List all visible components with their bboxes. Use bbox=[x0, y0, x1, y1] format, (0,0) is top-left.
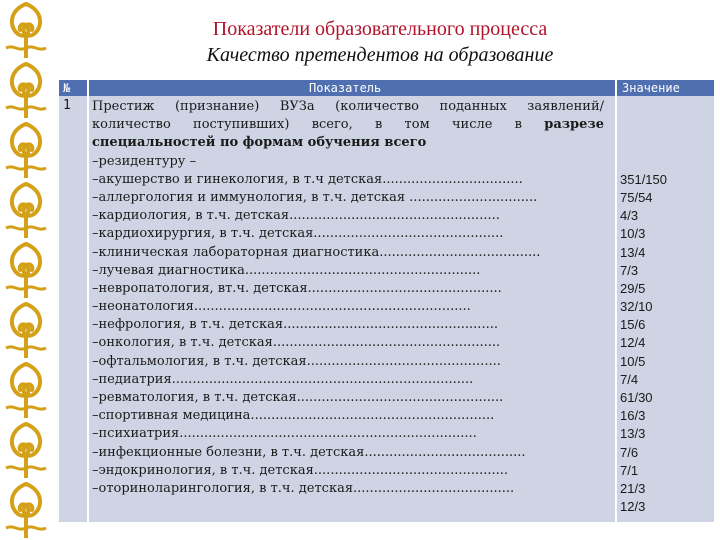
value-item: 16/3 bbox=[620, 408, 646, 424]
row-number: 1 bbox=[63, 98, 71, 113]
value-item: 7/1 bbox=[620, 462, 639, 478]
list-item: –кардиология, в т.ч. детская................................................... bbox=[92, 208, 500, 224]
value-item: 61/30 bbox=[620, 390, 653, 406]
value-cell bbox=[620, 98, 710, 516]
value-item: 351/150 bbox=[620, 171, 667, 187]
list-item: –инфекционные болезни, в т.ч. детская....................................... bbox=[92, 444, 526, 460]
value-item: 13/3 bbox=[620, 426, 646, 442]
page-subtitle: Качество претендентов на образование bbox=[206, 44, 554, 66]
value-item: 12/3 bbox=[620, 499, 646, 515]
page-title: Показатели образовательного процесса bbox=[212, 18, 548, 40]
value-item: 4/3 bbox=[620, 208, 639, 224]
intro-bold-text: разрезе специальностей по формам обучения всего bbox=[92, 117, 604, 151]
list-item: –акушерство и гинекология, в т.ч детская.................................. bbox=[92, 171, 523, 187]
list-item: –кардиохирургия, в т.ч. детская.............................................. bbox=[92, 226, 504, 242]
list-item: –педиатрия......................................................................... bbox=[92, 371, 474, 387]
value-item: 7/4 bbox=[620, 371, 639, 387]
header-indicator: Показатель bbox=[309, 81, 382, 95]
header-value: Значение bbox=[622, 81, 680, 95]
value-item: 7/6 bbox=[620, 444, 639, 460]
value-item: 12/4 bbox=[620, 335, 646, 351]
table-row bbox=[59, 96, 714, 522]
value-item: 10/5 bbox=[620, 353, 646, 369]
value-item: 75/54 bbox=[620, 189, 653, 205]
list-item: –эндокринология, в т.ч. детская............................................... bbox=[92, 462, 509, 478]
list-item: –лучевая диагностика......................................................... bbox=[92, 262, 481, 278]
list-item: –неонатология................................................................... bbox=[92, 299, 471, 315]
header-num: № bbox=[63, 81, 71, 95]
list-item: –оториноларингология, в т.ч. детская....................................... bbox=[92, 480, 515, 496]
indicators-table bbox=[59, 80, 714, 522]
intro-text: Престиж (признание) ВУЗа (количество поданных заявлений/ количество поступивших) всего, в том числе в bbox=[92, 99, 604, 133]
list-item: –ревматология, в т.ч. детская.................................................. bbox=[92, 390, 504, 406]
list-item: –спортивная медицина........................................................... bbox=[92, 408, 495, 424]
list-item: –онкология, в т.ч. детская....................................................... bbox=[92, 335, 501, 351]
ornament-border bbox=[0, 0, 52, 540]
indicator-cell bbox=[92, 98, 604, 498]
value-item: 13/4 bbox=[620, 244, 646, 260]
list-item: –клиническая лабораторная диагностика....................................... bbox=[92, 244, 541, 260]
value-item: 21/3 bbox=[620, 480, 646, 496]
value-item: 29/5 bbox=[620, 280, 646, 296]
list-item: –психиатрия........................................................................ bbox=[92, 426, 477, 442]
value-item: 32/10 bbox=[620, 299, 653, 315]
list-item: –аллергология и иммунология, в т.ч. детская ............................... bbox=[92, 189, 538, 205]
indicator-intro bbox=[92, 98, 604, 153]
list-item: –невропатология, вт.ч. детская............................................... bbox=[92, 280, 502, 296]
value-item: 10/3 bbox=[620, 226, 646, 242]
title-block bbox=[100, 16, 660, 68]
list-item: –резидентуру – bbox=[92, 153, 197, 169]
value-item: 15/6 bbox=[620, 317, 646, 333]
value-item: 7/3 bbox=[620, 262, 639, 278]
list-item: –офтальмология, в т.ч. детская............................................... bbox=[92, 353, 501, 369]
list-item: –нефрология, в т.ч. детская.................................................... bbox=[92, 317, 498, 333]
